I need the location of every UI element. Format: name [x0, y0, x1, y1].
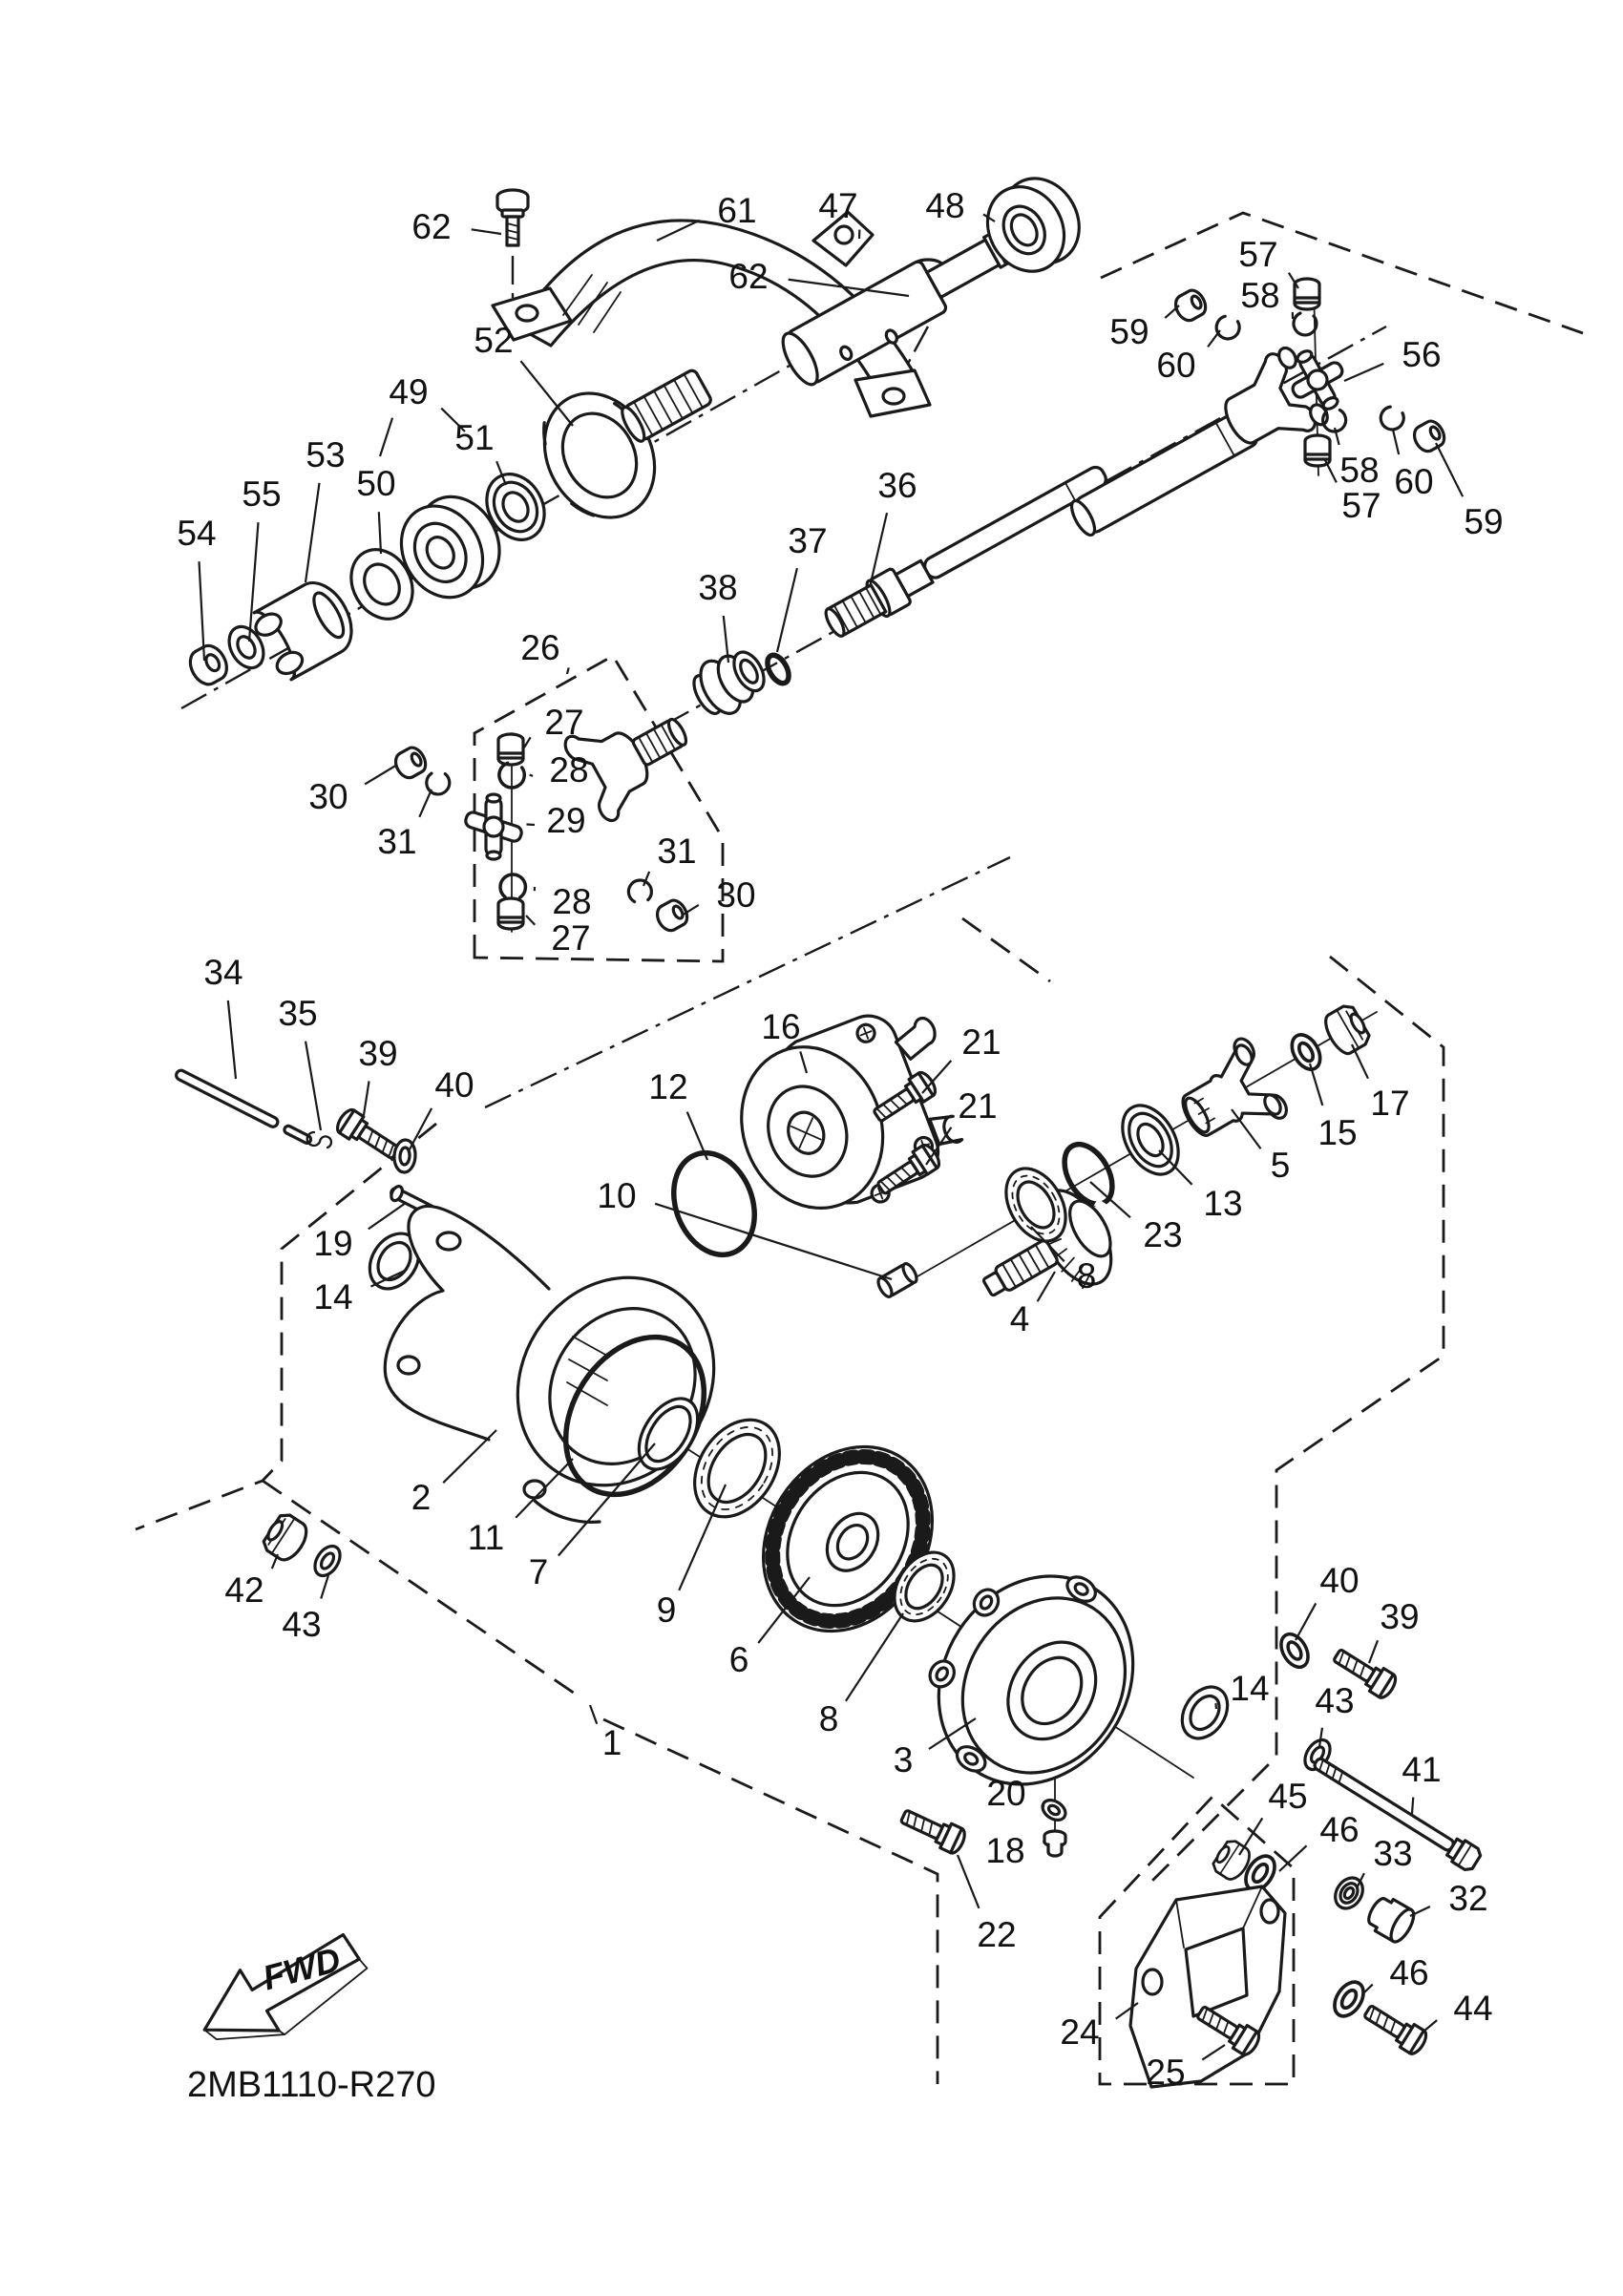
part-number-label: 58 — [1339, 451, 1380, 490]
part-number-label: 14 — [313, 1277, 353, 1317]
leader-line — [1208, 330, 1220, 347]
part-number-label: 37 — [788, 521, 828, 560]
part-15-washer — [1286, 1030, 1325, 1075]
leader-line — [419, 790, 432, 817]
leader-line — [200, 561, 204, 661]
leader-line — [520, 361, 573, 426]
part-number-label: 46 — [1389, 1953, 1429, 1992]
part-number-label: 10 — [597, 1176, 637, 1215]
part-34-rod — [175, 1068, 312, 1145]
leader-line — [472, 229, 501, 234]
part-number-label: 43 — [1315, 1681, 1355, 1720]
part-57-cap — [1295, 279, 1319, 309]
part-60-clip — [1379, 405, 1406, 432]
part-38-boot — [685, 641, 773, 725]
part-40-washer — [1275, 1630, 1314, 1672]
part-number-label: 47 — [818, 186, 858, 225]
leader-line — [365, 765, 397, 784]
part-number-label: 24 — [1060, 2012, 1100, 2052]
leader-line — [1344, 364, 1383, 381]
part-32-plug-bolt — [1363, 1893, 1418, 1946]
part-number-label: 46 — [1319, 1810, 1360, 1849]
diagram-code: 2MB1110-R270 — [187, 2065, 436, 2105]
leader-line — [369, 1203, 406, 1229]
part-number-label: 36 — [877, 466, 917, 505]
part-30-bushing — [391, 744, 430, 781]
part-number-label: 61 — [717, 191, 757, 230]
part-number-label: 54 — [177, 514, 217, 553]
leader-line — [364, 1081, 369, 1115]
part-number-label: 38 — [698, 568, 738, 607]
part-number-label: 49 — [389, 372, 429, 411]
part-number-label: 25 — [1146, 2053, 1186, 2092]
part-number-label: 21 — [958, 1086, 998, 1126]
part-number-label: 4 — [1009, 1299, 1030, 1338]
part-number-label: 55 — [242, 474, 282, 514]
part-number-label: 60 — [1394, 462, 1434, 501]
part-number-label: 27 — [544, 703, 584, 742]
leader-line — [958, 1855, 979, 1908]
part-number-label: 52 — [474, 321, 514, 360]
leader-line — [530, 774, 533, 776]
part-number-label: 8 — [1076, 1256, 1097, 1295]
part-number-label: 34 — [203, 953, 243, 992]
part-29-spider — [464, 794, 523, 859]
part-number-label: 42 — [224, 1570, 264, 1610]
part-number-label: 5 — [1270, 1146, 1291, 1185]
part-20-gasket — [1039, 1796, 1069, 1823]
part-46-washer — [1329, 1977, 1370, 2022]
part-number-label: 45 — [1268, 1777, 1308, 1816]
part-number-label: 12 — [648, 1067, 688, 1106]
part-number-label: 59 — [1464, 502, 1504, 541]
leader-line — [1423, 2020, 1437, 2032]
leader-line — [524, 737, 531, 748]
part-number-label: 30 — [308, 777, 348, 816]
part-59-bushing — [1410, 417, 1448, 454]
part-number-label: 14 — [1230, 1669, 1270, 1708]
part-number-label: 22 — [977, 1915, 1017, 1954]
part-number-label: 6 — [728, 1640, 749, 1679]
leader-line — [379, 512, 381, 554]
part-42-nut — [260, 1510, 312, 1565]
part-number-label: 28 — [552, 882, 592, 921]
part-number-label: 7 — [528, 1552, 549, 1591]
part-number-label: 9 — [656, 1590, 677, 1630]
leader-line — [1310, 1064, 1322, 1106]
leader-line — [1352, 1044, 1368, 1079]
part-31-clip — [625, 877, 654, 906]
part-number-label: 31 — [657, 832, 697, 871]
leader-line — [526, 916, 535, 925]
part-17-nut — [1320, 1002, 1373, 1058]
part-30-bushing — [653, 896, 691, 934]
part-10-collar — [875, 1261, 919, 1298]
leader-line — [1296, 1603, 1316, 1640]
part-36-shaft — [820, 456, 1113, 643]
leader-line — [380, 418, 392, 456]
part-number-label: 19 — [313, 1224, 353, 1263]
leader-line — [1215, 1703, 1216, 1709]
part-22-bolt — [897, 1804, 967, 1856]
leader-line — [1043, 1841, 1044, 1843]
leader-line — [443, 1430, 496, 1483]
part-number-label: 3 — [893, 1740, 914, 1780]
part-number-label: 13 — [1203, 1184, 1243, 1223]
leader-line — [1232, 1109, 1261, 1148]
part-number-label: 11 — [467, 1518, 505, 1557]
leader-line — [1038, 1272, 1055, 1301]
part-27-cap — [498, 734, 523, 765]
part-number-label: 51 — [454, 418, 495, 457]
part-62-bolt — [497, 190, 528, 245]
part-number-label: 26 — [520, 628, 560, 667]
part-number-label: 62 — [728, 257, 769, 296]
part-number-label: 28 — [549, 750, 589, 790]
part-number-label: 15 — [1317, 1113, 1358, 1152]
part-39-bolt — [334, 1106, 403, 1165]
part-number-label: 44 — [1453, 1989, 1493, 2028]
part-number-label: 27 — [551, 918, 591, 958]
part-54-spacer — [184, 641, 232, 689]
part-number-label: 35 — [278, 994, 318, 1033]
leader-line — [321, 1575, 328, 1598]
part-number-label: 20 — [986, 1774, 1026, 1813]
part-number-label: 2 — [411, 1478, 432, 1517]
part-31-clip — [425, 770, 452, 796]
leader-line — [567, 667, 569, 674]
part-number-label: 48 — [925, 186, 965, 225]
part-43-washer — [310, 1542, 346, 1580]
part-53-yoke — [248, 573, 363, 683]
part-number-label: 40 — [434, 1065, 474, 1105]
fwd-label: FWD — [258, 1939, 345, 1998]
part-number-label: 53 — [306, 435, 346, 474]
leader-line — [1393, 430, 1399, 454]
part-number-label: 57 — [1341, 486, 1381, 525]
part-18-plug — [1044, 1831, 1065, 1856]
part-number-label: 17 — [1370, 1084, 1410, 1123]
part-number-label: 31 — [377, 822, 417, 861]
part-number-label: 39 — [1380, 1597, 1420, 1636]
part-number-label: 33 — [1373, 1834, 1413, 1873]
part-number-label: 8 — [818, 1699, 839, 1738]
part-16-servo-unit — [717, 994, 985, 1240]
part-14-seal — [1173, 1678, 1237, 1747]
leader-line — [306, 1042, 321, 1130]
leader-line — [1436, 443, 1463, 496]
part-number-label: 1 — [601, 1723, 622, 1762]
leader-line — [1412, 1798, 1413, 1814]
part-number-label: 30 — [716, 875, 756, 915]
part-number-label: 21 — [961, 1022, 1001, 1062]
part-number-label: 56 — [1402, 335, 1442, 374]
part-number-label: 41 — [1402, 1750, 1442, 1789]
part-number-label: 50 — [356, 464, 396, 503]
part-number-label: 59 — [1109, 312, 1149, 351]
part-number-label: 58 — [1240, 276, 1280, 315]
fwd-arrow — [188, 1924, 379, 2062]
part-number-label: 29 — [546, 801, 586, 840]
part-5-yoke — [1167, 1035, 1291, 1158]
part-58-clip — [1294, 313, 1317, 335]
leader-line — [228, 1001, 236, 1079]
part-60-clip — [1214, 315, 1241, 341]
part-28-clip — [498, 873, 527, 900]
leader-line — [306, 483, 319, 582]
part-number-label: 62 — [411, 207, 452, 246]
leader-line — [777, 568, 797, 652]
part-number-label: 43 — [282, 1605, 322, 1644]
part-59-bushing — [1171, 286, 1210, 324]
part-number-label: 32 — [1448, 1879, 1488, 1918]
part-number-label: 57 — [1238, 235, 1278, 274]
part-number-label: 16 — [761, 1007, 801, 1046]
part-27-cap — [498, 898, 523, 929]
leader-line — [590, 1705, 597, 1724]
part-number-label: 60 — [1156, 346, 1196, 385]
part-44-bolt — [1360, 2000, 1430, 2057]
part-number-label: 18 — [985, 1831, 1025, 1870]
part-number-label: 23 — [1143, 1215, 1183, 1254]
part-driveshaft-spline — [618, 369, 712, 444]
part-number-label: 39 — [358, 1034, 398, 1073]
leader-line — [1369, 1640, 1378, 1663]
part-number-label: 40 — [1319, 1561, 1360, 1600]
